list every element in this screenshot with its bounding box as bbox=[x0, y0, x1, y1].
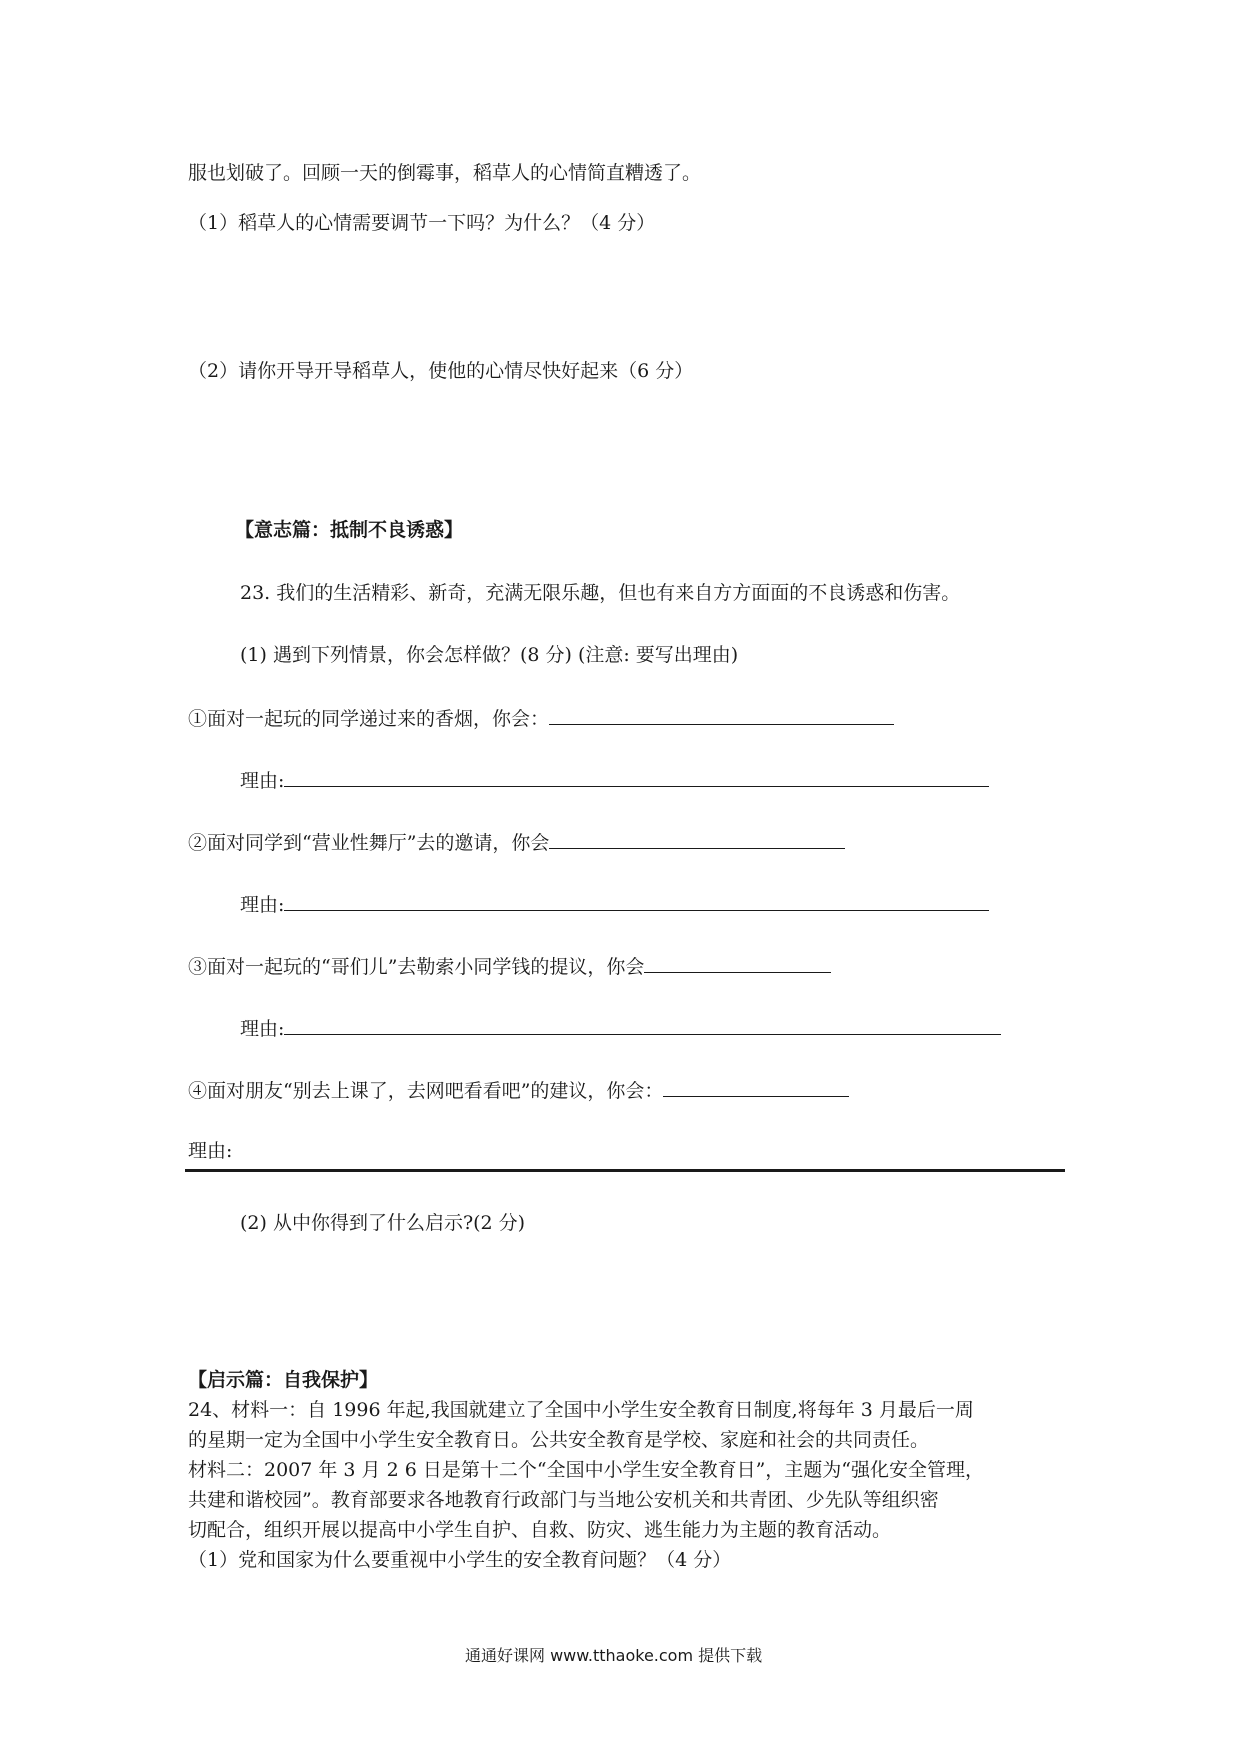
question-22-1: （1）稻草人的心情需要调节一下吗？为什么？（4 分） bbox=[188, 212, 656, 234]
answer-blank-1[interactable] bbox=[549, 704, 894, 725]
material-line-1: 24、材料一：自 1996 年起,我国就建立了全国中小学生安全教育日制度,将每年 3 月最后一周 bbox=[188, 1399, 974, 1421]
question-24-1: （1）党和国家为什么要重视中小学生的安全教育问题？（4 分） bbox=[188, 1549, 732, 1571]
answer-blank-2[interactable] bbox=[549, 828, 845, 849]
reason-blank-2[interactable] bbox=[284, 890, 989, 911]
reason-3 bbox=[240, 1014, 1001, 1042]
reason-blank-1[interactable] bbox=[284, 766, 989, 787]
question-23-part2: (2) 从中你得到了什么启示?(2 分) bbox=[240, 1212, 526, 1234]
question-22-2: （2）请你开导开导稻草人，使他的心情尽快好起来（6 分） bbox=[188, 360, 694, 382]
material-line-5: 切配合，组织开展以提高中小学生自护、自救、防灾、逃生能力为主题的教育活动。 bbox=[188, 1519, 892, 1541]
scenario-2-prompt: ②面对同学到“营业性舞厅”去的邀请，你会 bbox=[188, 832, 550, 854]
scenario-3-prompt: ③面对一起玩的“哥们儿”去勒索小同学钱的提议，你会 bbox=[188, 956, 645, 978]
scenario-2 bbox=[188, 828, 845, 856]
scenario-1 bbox=[188, 704, 894, 732]
reason-4-label: 理由: bbox=[188, 1140, 233, 1162]
answer-blank-4[interactable] bbox=[663, 1076, 849, 1097]
material-line-3: 材料二：2007 年 3 月 2 6 日是第十二个“全国中小学生安全教育日”，主题为“强化安全管理， bbox=[188, 1459, 984, 1481]
passage-continuation: 服也划破了。回顾一天的倒霉事，稻草人的心情简直糟透了。 bbox=[188, 162, 702, 184]
reason-1 bbox=[240, 766, 989, 794]
reason-2-label: 理由: bbox=[240, 894, 285, 916]
scenario-4-prompt: ④面对朋友“别去上课了，去网吧看看吧”的建议，你会： bbox=[188, 1080, 664, 1102]
answer-blank-3[interactable] bbox=[644, 952, 831, 973]
scenario-4 bbox=[188, 1076, 849, 1104]
question-23-part1: (1) 遇到下列情景，你会怎样做？(8 分) (注意: 要写出理由) bbox=[240, 644, 739, 666]
material-line-4: 共建和谐校园”。教育部要求各地教育行政部门与当地公安机关和共青团、少先队等组织密 bbox=[188, 1489, 939, 1511]
reason-blank-3[interactable] bbox=[284, 1014, 1001, 1035]
reason-1-label: 理由: bbox=[240, 770, 285, 792]
section-heading-will: 【意志篇：抵制不良诱惑】 bbox=[235, 519, 464, 541]
reason-2 bbox=[240, 890, 989, 918]
reason-3-label: 理由: bbox=[240, 1018, 285, 1040]
scenario-1-prompt: ①面对一起玩的同学递过来的香烟，你会： bbox=[188, 708, 550, 730]
reason-4-rule[interactable] bbox=[185, 1169, 1065, 1172]
question-23-intro: 23. 我们的生活精彩、新奇，充满无限乐趣，但也有来自方方面面的不良诱惑和伤害。 bbox=[240, 582, 961, 604]
section-heading-safety: 【启示篇：自我保护】 bbox=[188, 1369, 379, 1391]
material-line-2: 的星期一定为全国中小学生安全教育日。公共安全教育是学校、家庭和社会的共同责任。 bbox=[188, 1429, 930, 1451]
scenario-3 bbox=[188, 952, 831, 980]
footer-text: 通通好课网 www.tthaoke.com 提供下载 bbox=[465, 1646, 763, 1665]
